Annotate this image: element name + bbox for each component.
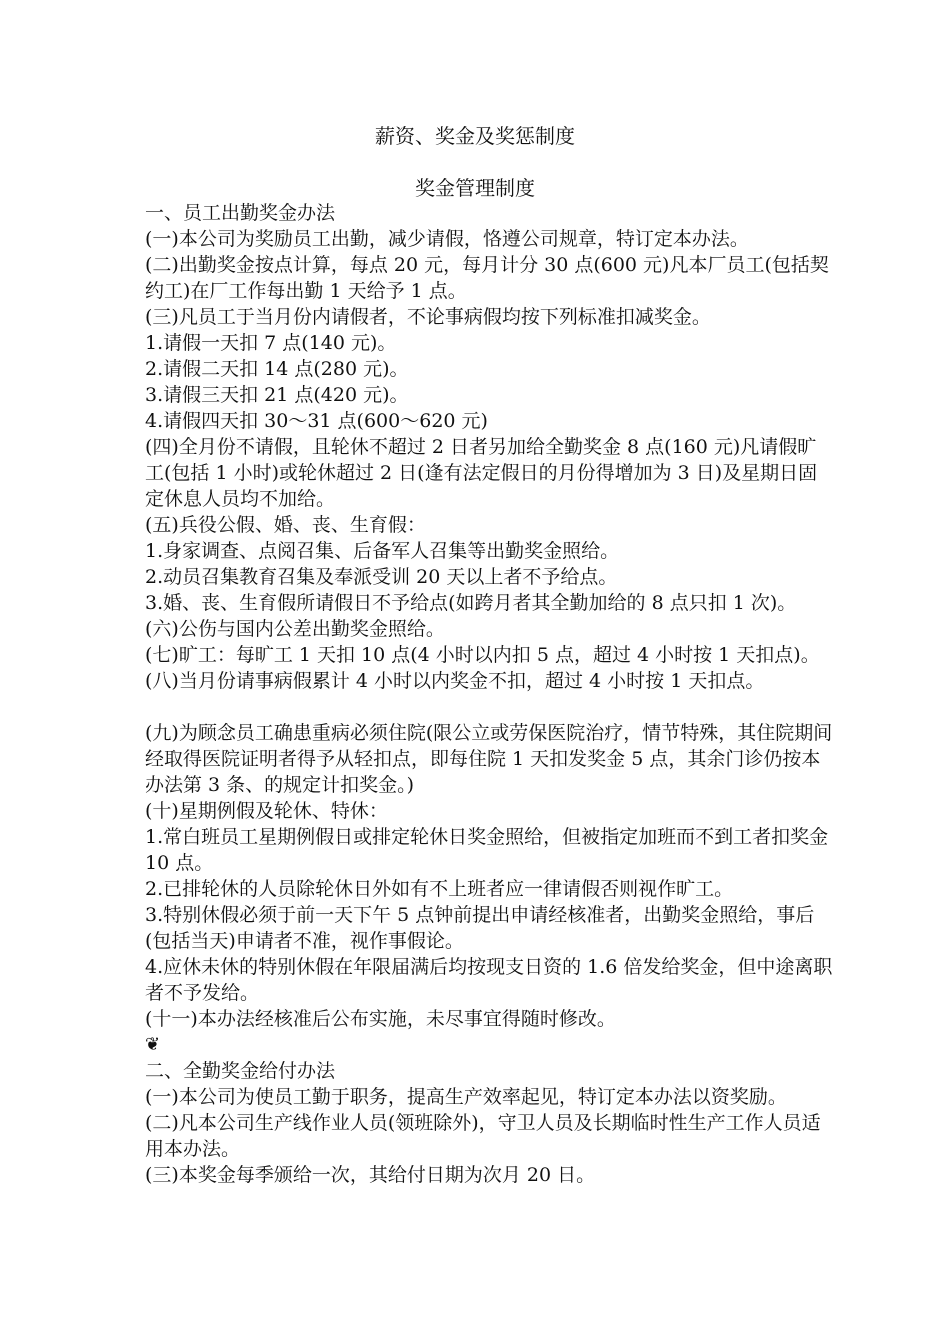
paragraph: (四)全月份不请假，且轮休不超过 2 日者另加给全勤奖金 8 点(160 元)凡请假旷工(包括 1 小时)或轮休超过 2 日(逢有法定假日的月份得增加为 3 日)及星期日固定休息人员均不加给。	[145, 436, 818, 510]
paragraph: (五)兵役公假、婚、丧、生育假：	[145, 514, 426, 536]
paragraph: (七)旷工：每旷工 1 天扣 10 点(4 小时以内扣 5 点，超过 4 小时按 1 天扣点)。	[145, 644, 820, 666]
paragraph: (八)当月份请事病假累计 4 小时以内奖金不扣，超过 4 小时按 1 天扣点。	[145, 670, 765, 692]
blank-line	[145, 694, 835, 720]
list-item: 2.请假二天扣 14 点(280 元)。	[145, 358, 409, 380]
document-title: 薪资、奖金及奖惩制度	[375, 124, 575, 148]
paragraph: (三)凡员工于当月份内请假者，不论事病假均按下列标准扣减奖金。	[145, 306, 711, 328]
list-item: 1.身家调查、点阅召集、后备军人召集等出勤奖金照给。	[145, 540, 620, 562]
list-item: 2.已排轮休的人员除轮休日外如有不上班者应一律请假否则视作旷工。	[145, 878, 734, 900]
paragraph: (三)本奖金每季颁给一次，其给付日期为次月 20 日。	[145, 1164, 596, 1186]
paragraph: (十一)本办法经核准后公布实施，未尽事宜得随时修改。	[145, 1008, 616, 1030]
paragraph: (一)本公司为奖励员工出勤，减少请假，恪遵公司规章，特订定本办法。	[145, 228, 749, 250]
paragraph: (九)为顾念员工确患重病必须住院(限公立或劳保医院治疗，情节特殊，其住院期间经取得医院证明者得予从轻扣点，即每住院 1 天扣发奖金 5 点，其余门诊仍按本办法第 3 条、的规定计扣奖金。)	[145, 722, 833, 796]
document-subtitle: 奖金管理制度	[415, 176, 535, 200]
list-item: 3.特别休假必须于前一天下午 5 点钟前提出申请经核准者，出勤奖金照给，事后(包括当天)申请者不准，视作事假论。	[145, 904, 815, 952]
paragraph: (六)公伤与国内公差出勤奖金照给。	[145, 618, 445, 640]
list-item: 3.婚、丧、生育假所请假日不予给点(如跨月者其全勤加给的 8 点只扣 1 次)。	[145, 592, 797, 614]
list-item: 3.请假三天扣 21 点(420 元)。	[145, 384, 409, 406]
section1-heading: 一、员工出勤奖金办法	[145, 202, 336, 224]
paragraph: (十)星期例假及轮休、特休：	[145, 800, 388, 822]
list-item: 2.动员召集教育召集及奉派受训 20 天以上者不予给点。	[145, 566, 618, 588]
document-body	[145, 200, 835, 1188]
ornament-icon: ❦	[145, 1034, 161, 1055]
list-item: 1.常白班员工星期例假日或排定轮休日奖金照给，但被指定加班而不到工者扣奖金 10 点。	[145, 826, 829, 874]
paragraph: (二)出勤奖金按点计算，每点 20 元，每月计分 30 点(600 元)凡本厂员工(包括契约工)在厂工作每出勤 1 天给予 1 点。	[145, 254, 829, 302]
paragraph: (一)本公司为使员工勤于职务，提高生产效率起见，特订定本办法以资奖励。	[145, 1086, 787, 1108]
section2-heading: 二、全勤奖金给付办法	[145, 1060, 336, 1082]
list-item: 4.应休未休的特别休假在年限届满后均按现支日资的 1.6 倍发给奖金，但中途离职者不予发给。	[145, 956, 833, 1004]
list-item: 4.请假四天扣 30～31 点(600～620 元)	[145, 410, 488, 432]
paragraph: (二)凡本公司生产线作业人员(领班除外)，守卫人员及长期临时性生产工作人员适用本办法。	[145, 1112, 821, 1160]
list-item: 1.请假一天扣 7 点(140 元)。	[145, 332, 397, 354]
